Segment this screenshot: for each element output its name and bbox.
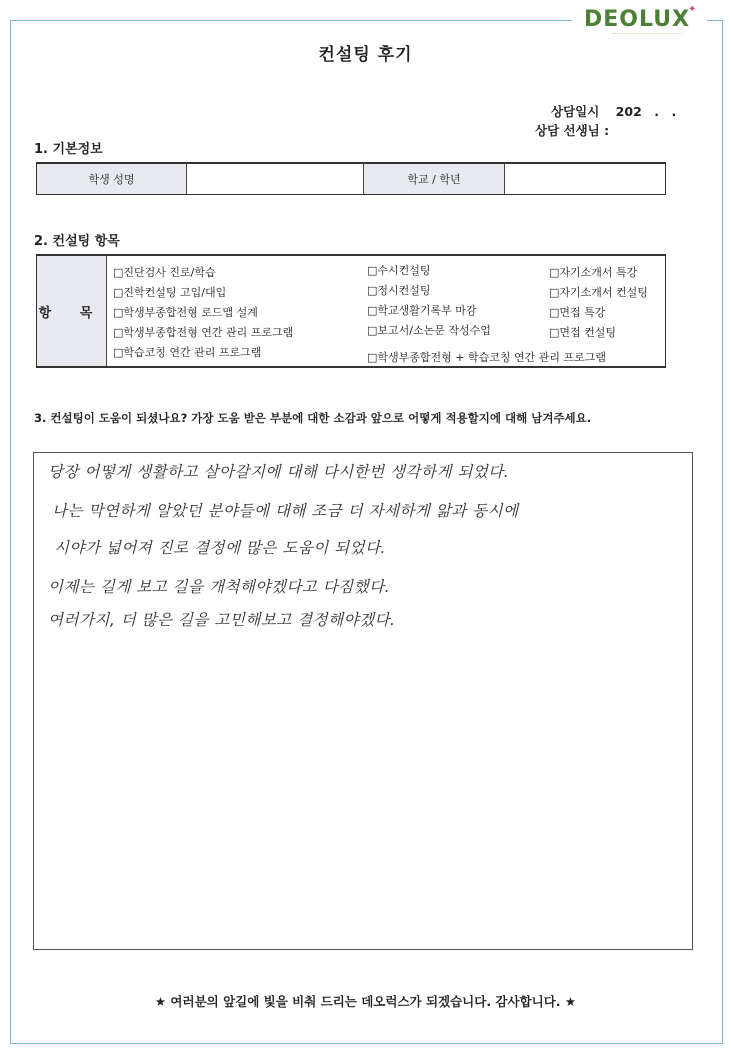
date-value: 202 . .: [615, 104, 677, 119]
school-grade-label: 학교 / 학년: [364, 164, 505, 194]
option-col3-1[interactable]: □자기소개서 특강: [549, 266, 638, 279]
option-wide[interactable]: □학생부종합전형 + 학습코칭 연간 관리 프로그램: [367, 351, 606, 364]
option-col2-2[interactable]: □정시컨설팅: [367, 284, 431, 297]
handwritten-line-3: 시야가 넓어져 진로 결정에 많은 도움이 되었다.: [54, 539, 386, 557]
section2-heading: 2. 컨설팅 항목: [34, 234, 120, 249]
document-title: 컨설팅 후기: [318, 45, 413, 65]
items-row-label: 항 목: [37, 256, 107, 366]
handwritten-line-1: 당장 어떻게 생활하고 살아갈지에 대해 다시한번 생각하게 되었다.: [48, 463, 510, 481]
footer-message: ★ 여러분의 앞길에 빛을 비춰 드리는 데오럭스가 되겠습니다. 감사합니다. ★: [154, 994, 577, 1009]
student-name-field[interactable]: [187, 164, 364, 194]
brand-logo: DEOLUX: [584, 7, 691, 32]
basic-info-table: [36, 162, 666, 195]
option-col1-5[interactable]: □학습코칭 연간 관리 프로그램: [113, 346, 262, 359]
section1-heading: 1. 기본정보: [34, 142, 103, 157]
student-name-label: 학생 성명: [37, 164, 187, 194]
sparkle-icon: ✦: [688, 4, 697, 15]
review-answer-box[interactable]: [33, 452, 693, 950]
option-col1-4[interactable]: □학생부종합전형 연간 관리 프로그램: [113, 326, 294, 339]
option-col1-1[interactable]: □진단검사 진로/학습: [113, 266, 216, 279]
school-grade-field[interactable]: [505, 164, 665, 194]
option-col2-4[interactable]: □보고서/소논문 작성수업: [367, 324, 491, 337]
option-col3-3[interactable]: □면접 특강: [549, 306, 606, 319]
option-col1-3[interactable]: □학생부종합전형 로드맵 설계: [113, 306, 258, 319]
option-col3-2[interactable]: □자기소개서 컨설팅: [549, 286, 648, 299]
date-label: 상담일시: [551, 104, 600, 119]
handwritten-line-5: 여러가지, 더 많은 길을 고민해보고 결정해야겠다.: [48, 611, 396, 629]
counselor-label: 상담 선생님 :: [535, 123, 610, 138]
option-col1-2[interactable]: □진학컨설팅 고입/대입: [113, 286, 227, 299]
date-row: [551, 102, 676, 120]
handwritten-line-4: 이제는 길게 보고 길을 개척해야겠다고 다짐했다.: [48, 578, 391, 596]
option-col2-3[interactable]: □학교생활기록부 마감: [367, 304, 477, 317]
handwritten-line-2: 나는 막연하게 알았던 분야들에 대해 조금 더 자세하게 앎과 동시에: [52, 502, 519, 520]
logo-tagline-decoration: [612, 33, 682, 37]
consulting-items-box: [36, 254, 666, 368]
option-col3-4[interactable]: □면접 컨설팅: [549, 326, 617, 339]
option-col2-1[interactable]: □수시컨설팅: [367, 264, 431, 277]
section3-question: 3. 컨설팅이 도움이 되셨나요? 가장 도움 받은 부분에 대한 소감과 앞으로 어떻게 적용할지에 대해 남겨주세요.: [34, 411, 592, 425]
